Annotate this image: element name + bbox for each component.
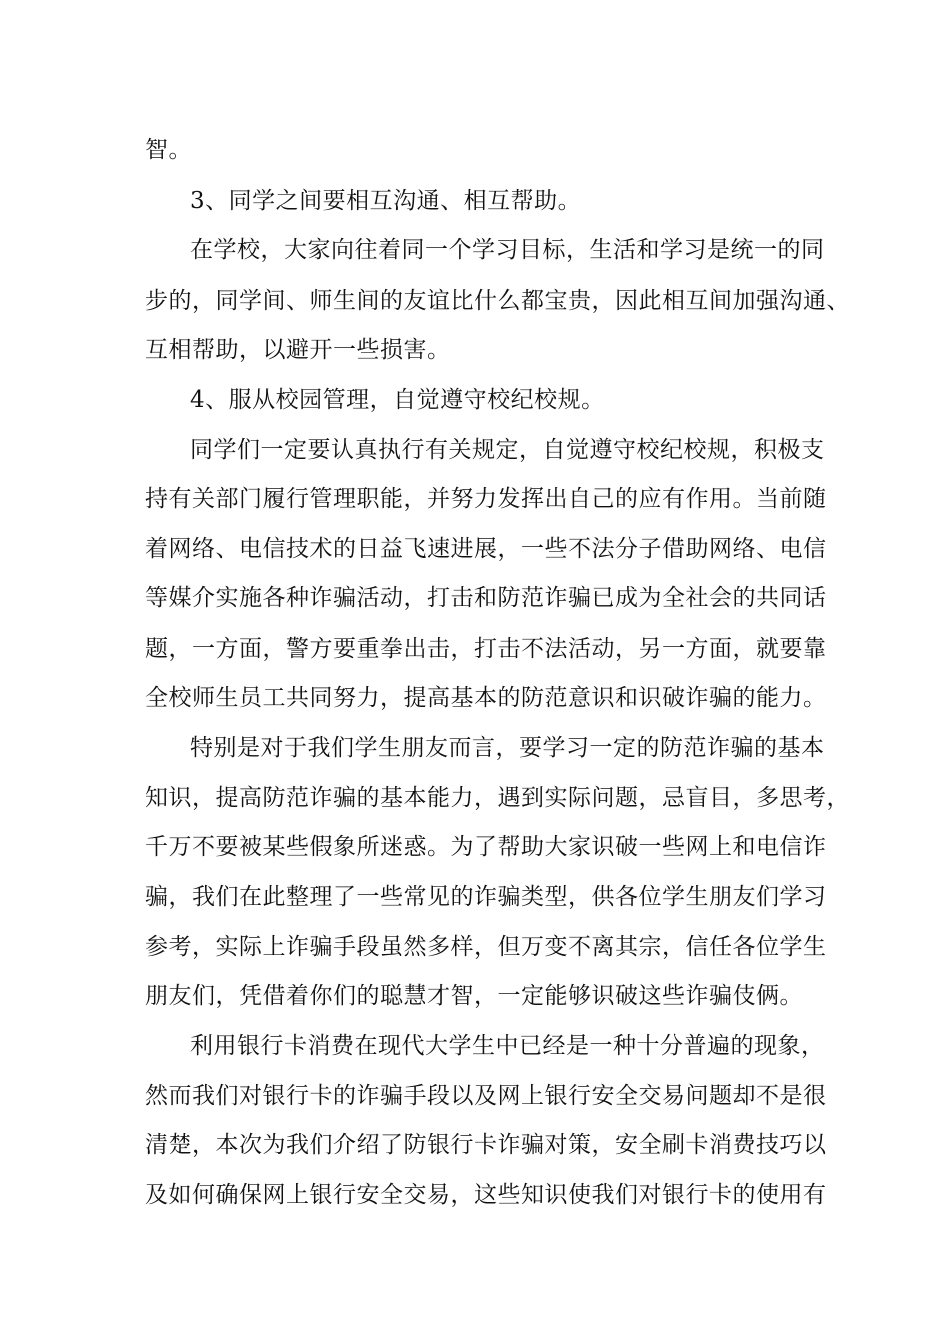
text-line: 着网络、电信技术的日益飞速进展，一些不法分子借助网络、电信 <box>145 536 827 562</box>
text-line: 朋友们，凭借着你们的聪慧才智，一定能够识破这些诈骗伎俩。 <box>145 983 803 1009</box>
text-line: 及如何确保网上银行安全交易，这些知识使我们对银行卡的使用有 <box>145 1182 827 1208</box>
text-line: 智。 <box>145 137 192 163</box>
text-line: 步的，同学间、师生间的友谊比什么都宝贵，因此相互间加强沟通、 <box>145 288 850 314</box>
text-line: 千万不要被某些假象所迷惑。为了帮助大家识破一些网上和电信诈 <box>145 834 827 860</box>
text-line: 同学们一定要认真执行有关规定，自觉遵守校纪校规，积极支 <box>190 437 825 463</box>
section-heading: 4、服从校园管理，自觉遵守校纪校规。 <box>190 387 605 413</box>
text-line: 全校师生员工共同努力，提高基本的防范意识和识破诈骗的能力。 <box>145 685 827 711</box>
section-heading: 3、同学之间要相互沟通、相互帮助。 <box>190 188 582 214</box>
text-line: 清楚，本次为我们介绍了防银行卡诈骗对策，安全刷卡消费技巧以 <box>145 1132 827 1158</box>
text-line: 特别是对于我们学生朋友而言，要学习一定的防范诈骗的基本 <box>190 735 825 761</box>
text-line: 互相帮助，以避开一些损害。 <box>145 337 451 363</box>
text-line: 然而我们对银行卡的诈骗手段以及网上银行安全交易问题却不是很 <box>145 1083 827 1109</box>
text-line: 在学校，大家向往着同一个学习目标，生活和学习是统一的同 <box>190 237 825 263</box>
text-line: 利用银行卡消费在现代大学生中已经是一种十分普遍的现象， <box>190 1033 825 1059</box>
text-line: 持有关部门履行管理职能，并努力发挥出自己的应有作用。当前随 <box>145 486 827 512</box>
text-line: 等媒介实施各种诈骗活动，打击和防范诈骗已成为全社会的共同话 <box>145 585 827 611</box>
text-line: 骗，我们在此整理了一些常见的诈骗类型，供各位学生朋友们学习 <box>145 884 827 910</box>
text-line: 知识，提高防范诈骗的基本能力，遇到实际问题，忌盲目，多思考， <box>145 785 850 811</box>
text-line: 参考，实际上诈骗手段虽然多样，但万变不离其宗，信任各位学生 <box>145 934 827 960</box>
text-line: 题，一方面，警方要重拳出击，打击不法活动，另一方面，就要靠 <box>145 636 827 662</box>
